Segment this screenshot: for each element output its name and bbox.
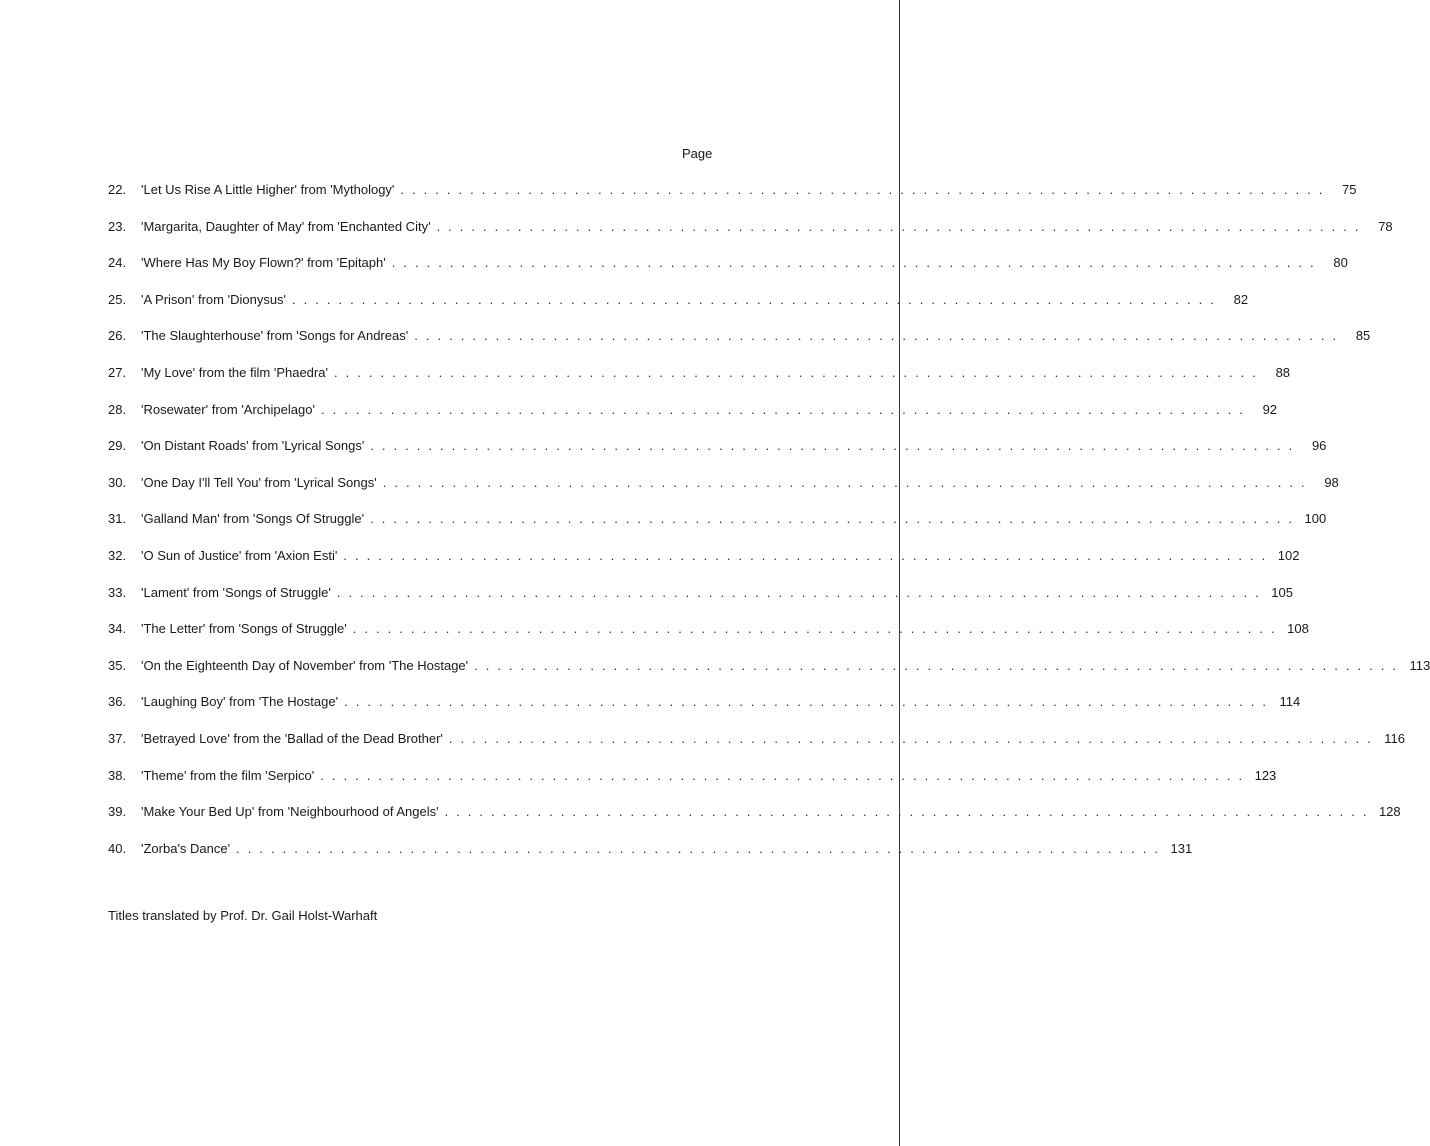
toc-entry-number: 34. bbox=[108, 621, 127, 637]
toc-leader-dots: . . . . . . . . . . . . . . . . . . . . . . . . . . . . . . . . . . . . . . . . . . . . . . . . . . . . . . . . . . . . . . . . . . . . . . . . . . . . . . . . bbox=[333, 364, 1259, 380]
toc-entry-number: 33. bbox=[108, 584, 127, 600]
toc-entry-page: 131 bbox=[1170, 840, 1193, 856]
toc-leader-dots: . . . . . . . . . . . . . . . . . . . . . . . . . . . . . . . . . . . . . . . . . . . . . . . . . . . . . . . . . . . . . . . . . . . . . . . . . . . . . . . . bbox=[414, 328, 1339, 344]
toc-entry bbox=[108, 656, 1430, 693]
toc-entry-number: 31. bbox=[108, 511, 127, 527]
toc-entry bbox=[108, 729, 1405, 766]
toc-leader-dots: . . . . . . . . . . . . . . . . . . . . . . . . . . . . . . . . . . . . . . . . . . . . . . . . . . . . . . . . . . . . . . . . . . . . . . . . . . . . . . . . bbox=[400, 182, 1325, 197]
toc-entry-title: 'One Day I'll Tell You' from 'Lyrical Songs' bbox=[141, 474, 377, 490]
toc-entry-number: 29. bbox=[108, 438, 127, 454]
toc-leader-dots: . . . . . . . . . . . . . . . . . . . . . . . . . . . . . . . . . . . . . . . . . . . . . . . . . . . . . . . . . . . . . . . . . . . . . . . . . . . . . . . . bbox=[336, 584, 1261, 600]
toc-leader-dots: . . . . . . . . . . . . . . . . . . . . . . . . . . . . . . . . . . . . . . . . . . . . . . . . . . . . . . . . . . . . . . . . . . . . . . . . . . . . . . . . bbox=[320, 767, 1245, 783]
toc-entry-number: 27. bbox=[108, 364, 127, 380]
toc-entry bbox=[108, 253, 1348, 290]
toc-entry-page: 96 bbox=[1311, 438, 1327, 454]
toc-entry-number: 32. bbox=[108, 547, 127, 563]
toc-leader-dots: . . . . . . . . . . . . . . . . . . . . . . . . . . . . . . . . . . . . . . . . . . . . . . . . . . . . . . . . . . . . . . . . . . . . . . . . . . . . . . . . bbox=[236, 840, 1161, 856]
toc-entry-number: 26. bbox=[108, 328, 127, 344]
toc-entry-page: 102 bbox=[1277, 547, 1300, 563]
toc-entry bbox=[108, 766, 1277, 803]
toc-entry bbox=[108, 509, 1327, 546]
toc-entry-number: 39. bbox=[108, 804, 127, 820]
toc-entry-title: 'On the Eighteenth Day of November' from 'The Hostage' bbox=[141, 657, 469, 673]
toc-entry bbox=[108, 546, 1300, 583]
toc-entry-page: 85 bbox=[1355, 328, 1371, 344]
toc-entry bbox=[108, 400, 1278, 437]
toc-entry-number: 36. bbox=[108, 694, 127, 710]
toc-entry bbox=[108, 692, 1301, 729]
toc-entry-title: 'On Distant Roads' from 'Lyrical Songs' bbox=[141, 438, 365, 454]
toc-entry bbox=[108, 326, 1371, 363]
toc-leader-dots: . . . . . . . . . . . . . . . . . . . . . . . . . . . . . . . . . . . . . . . . . . . . . . . . . . . . . . . . . . . . . . . . . . . . . . . . . . . . . . . . bbox=[444, 804, 1369, 820]
toc-entry-page: 92 bbox=[1262, 401, 1278, 417]
toc-entry bbox=[108, 180, 1357, 217]
toc-entry-page: 100 bbox=[1304, 511, 1327, 527]
toc-leader-dots: . . . . . . . . . . . . . . . . . . . . . . . . . . . . . . . . . . . . . . . . . . . . . . . . . . . . . . . . . . . . . . . . . . . . . . . . . . . . . . . . bbox=[320, 401, 1246, 417]
toc-leader-dots: . . . . . . . . . . . . . . . . . . . . . . . . . . . . . . . . . . . . . . . . . . . . . . . . . . . . . . . . . . . . . . . . . . . . . . . . . . . . . . . . bbox=[352, 621, 1277, 637]
toc-entry-title: 'Zorba's Dance' bbox=[141, 840, 231, 856]
toc-entry-number: 40. bbox=[108, 840, 127, 856]
toc-entry-page: 108 bbox=[1287, 621, 1309, 637]
toc-entry-page: 113 bbox=[1409, 657, 1430, 673]
toc-entry-title: 'Betrayed Love' from the 'Ballad of the Dead Brother' bbox=[141, 730, 443, 746]
toc-entry-page: 78 bbox=[1378, 218, 1393, 234]
toc-leader-dots: . . . . . . . . . . . . . . . . . . . . . . . . . . . . . . . . . . . . . . . . . . . . . . . . . . . . . . . . . . . . . . . . . . . . . . . . . . . . . . . . bbox=[344, 694, 1269, 710]
toc-entry bbox=[108, 802, 1401, 839]
toc-entry-page: 114 bbox=[1279, 694, 1301, 710]
toc-entry-number: 23. bbox=[108, 218, 127, 234]
toc-leader-dots: . . . . . . . . . . . . . . . . . . . . . . . . . . . . . . . . . . . . . . . . . . . . . . . . . . . . . . . . . . . . . . . . . . . . . . . . . . . . . . . . bbox=[370, 438, 1295, 454]
toc-entry bbox=[108, 583, 1293, 620]
toc-leader-dots: . . . . . . . . . . . . . . . . . . . . . . . . . . . . . . . . . . . . . . . . . . . . . . . . . . . . . . . . . . . . . . . . . . . . . . . . . . . . . . . . bbox=[448, 730, 1373, 746]
toc-leader-dots: . . . . . . . . . . . . . . . . . . . . . . . . . . . . . . . . . . . . . . . . . . . . . . . . . . . . . . . . . . . . . . . . . . . . . . . . . . . . . . . . bbox=[292, 291, 1217, 307]
toc-entry-number: 22. bbox=[108, 182, 127, 197]
table-of-contents bbox=[108, 180, 1430, 875]
toc-entry-title: 'Let Us Rise A Little Higher' from 'Mythology' bbox=[141, 182, 395, 197]
toc-entry bbox=[108, 473, 1339, 510]
toc-entry bbox=[108, 217, 1393, 254]
toc-entry-number: 24. bbox=[108, 255, 127, 271]
toc-entry-title: 'The Letter' from 'Songs of Struggle' bbox=[141, 621, 347, 637]
toc-entry-page: 116 bbox=[1384, 730, 1405, 746]
toc-entry bbox=[108, 619, 1309, 656]
toc-entry-title: 'Rosewater' from 'Archipelago' bbox=[141, 401, 315, 417]
toc-entry-page: 75 bbox=[1342, 182, 1357, 197]
toc-entry bbox=[108, 839, 1193, 876]
toc-entry-title: 'Where Has My Boy Flown?' from 'Epitaph' bbox=[141, 255, 386, 271]
toc-entry-title: 'My Love' from the film 'Phaedra' bbox=[141, 364, 328, 380]
toc-entry-title: 'Margarita, Daughter of May' from 'Enchanted City' bbox=[141, 218, 431, 234]
toc-entry-number: 35. bbox=[108, 657, 127, 673]
toc-entry-title: 'Make Your Bed Up' from 'Neighbourhood of Angels' bbox=[141, 804, 439, 820]
toc-entry-number: 25. bbox=[108, 291, 127, 307]
page-edge-line bbox=[899, 0, 900, 1146]
toc-entry-page: 80 bbox=[1333, 255, 1348, 271]
toc-entry bbox=[108, 436, 1327, 473]
toc-entry-title: 'Theme' from the film 'Serpico' bbox=[141, 767, 315, 783]
toc-entry bbox=[108, 290, 1249, 327]
toc-entry-page: 88 bbox=[1275, 364, 1291, 380]
toc-leader-dots: . . . . . . . . . . . . . . . . . . . . . . . . . . . . . . . . . . . . . . . . . . . . . . . . . . . . . . . . . . . . . . . . . . . . . . . . . . . . . . . . bbox=[436, 218, 1361, 234]
translation-credit: Titles translated by Prof. Dr. Gail Holst-Warhaft bbox=[108, 908, 378, 923]
page-column-header: Page bbox=[682, 146, 713, 161]
toc-entry-title: 'A Prison' from 'Dionysus' bbox=[141, 291, 287, 307]
toc-entry bbox=[108, 363, 1291, 400]
toc-leader-dots: . . . . . . . . . . . . . . . . . . . . . . . . . . . . . . . . . . . . . . . . . . . . . . . . . . . . . . . . . . . . . . . . . . . . . . . . . . . . . . . . bbox=[474, 657, 1399, 673]
toc-entry-title: 'O Sun of Justice' from 'Axion Esti' bbox=[141, 547, 338, 563]
toc-entry-page: 123 bbox=[1254, 767, 1277, 783]
toc-entry-page: 82 bbox=[1233, 291, 1249, 307]
toc-entry-number: 30. bbox=[108, 474, 127, 490]
toc-entry-title: 'Lament' from 'Songs of Struggle' bbox=[141, 584, 331, 600]
toc-entry-number: 28. bbox=[108, 401, 127, 417]
toc-leader-dots: . . . . . . . . . . . . . . . . . . . . . . . . . . . . . . . . . . . . . . . . . . . . . . . . . . . . . . . . . . . . . . . . . . . . . . . . . . . . . . . . bbox=[343, 547, 1268, 563]
toc-leader-dots: . . . . . . . . . . . . . . . . . . . . . . . . . . . . . . . . . . . . . . . . . . . . . . . . . . . . . . . . . . . . . . . . . . . . . . . . . . . . . . . . bbox=[391, 255, 1316, 271]
toc-entry-page: 98 bbox=[1324, 474, 1339, 490]
toc-entry-title: 'The Slaughterhouse' from 'Songs for Andreas' bbox=[141, 328, 409, 344]
toc-entry-page: 128 bbox=[1378, 804, 1401, 820]
toc-entry-title: 'Laughing Boy' from 'The Hostage' bbox=[141, 694, 339, 710]
toc-leader-dots: . . . . . . . . . . . . . . . . . . . . . . . . . . . . . . . . . . . . . . . . . . . . . . . . . . . . . . . . . . . . . . . . . . . . . . . . . . . . . . . . bbox=[370, 511, 1295, 527]
toc-entry-page: 105 bbox=[1271, 584, 1293, 600]
toc-leader-dots: . . . . . . . . . . . . . . . . . . . . . . . . . . . . . . . . . . . . . . . . . . . . . . . . . . . . . . . . . . . . . . . . . . . . . . . . . . . . . . . . bbox=[382, 474, 1307, 490]
toc-entry-number: 38. bbox=[108, 767, 127, 783]
toc-entry-number: 37. bbox=[108, 730, 127, 746]
toc-entry-title: 'Galland Man' from 'Songs Of Struggle' bbox=[141, 511, 365, 527]
